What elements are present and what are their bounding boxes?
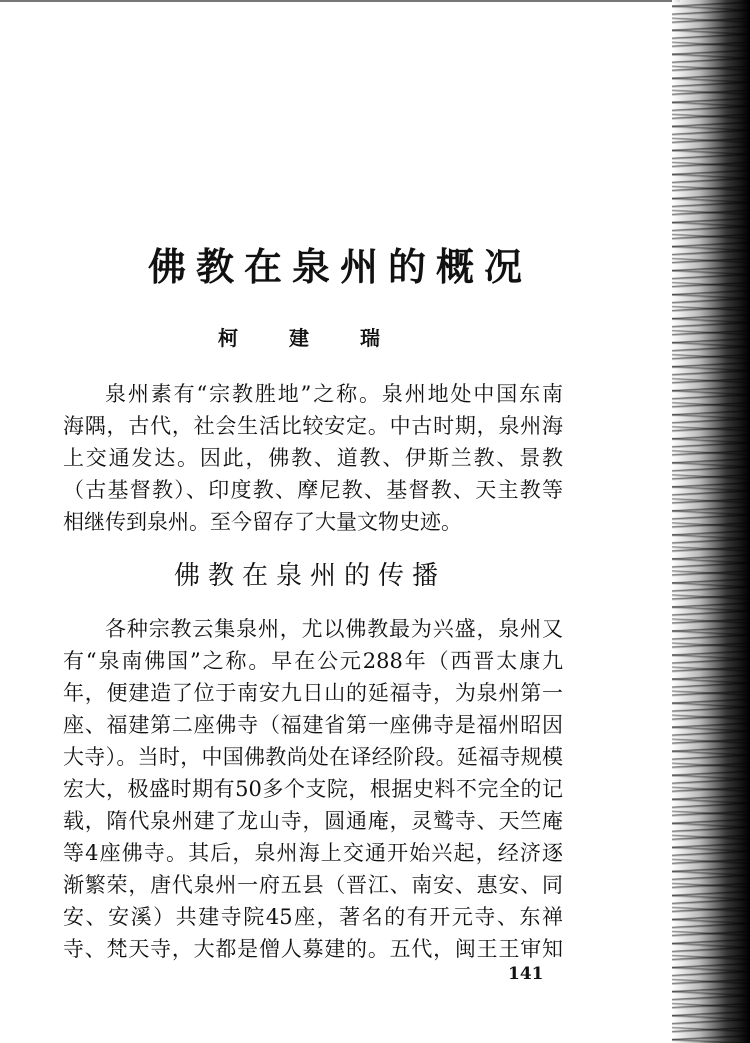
text-line: 大寺）。当时，中国佛教尚处在译经阶段。延福寺规模: [63, 745, 563, 769]
text-line: 安、安溪）共建寺院45座，著名的有开元寺、东禅: [63, 905, 563, 929]
text-line: 相继传到泉州。至今留存了大量文物史迹。: [63, 510, 462, 534]
text-line: 上交通发达。因此，佛教、道教、伊斯兰教、景教: [63, 446, 563, 470]
text-line: （古基督教）、印度教、摩尼教、基督教、天主教等: [63, 478, 563, 502]
text-line: 载，隋代泉州建了龙山寺，圆通庵，灵鹫寺、天竺庵: [63, 809, 563, 833]
text-line: 泉州素有“宗教胜地”之称。泉州地处中国东南: [105, 382, 563, 406]
text-line: 等4座佛寺。其后，泉州海上交通开始兴起，经济逐: [63, 841, 563, 865]
section-paragraph: [63, 613, 563, 965]
text-line: 寺、梵天寺，大都是僧人募建的。五代，闽王王审知: [63, 937, 563, 961]
intro-paragraph: [63, 378, 563, 538]
page-number: 141: [508, 964, 544, 984]
text-line: 座、福建第二座佛寺（福建省第一座佛寺是福州昭因: [63, 713, 563, 737]
article-author: 柯 建 瑞: [218, 326, 402, 350]
text-line: 宏大，极盛时期有50多个支院，根据史料不完全的记: [63, 777, 563, 801]
section-heading: 佛教在泉州的传播: [173, 561, 446, 591]
text-line: 有“泉南佛国”之称。早在公元288年（西晋太康九: [63, 649, 563, 673]
page-top-rule: [0, 0, 680, 2]
text-line: 年，便建造了位于南安九日山的延福寺，为泉州第一: [63, 681, 563, 705]
text-line: 各种宗教云集泉州，尤以佛教最为兴盛，泉州又: [105, 617, 563, 641]
text-line: 海隅，古代，社会生活比较安定。中古时期，泉州海: [63, 414, 563, 438]
text-line: 渐繁荣，唐代泉州一府五县（晋江、南安、惠安、同: [63, 873, 563, 897]
article-title: 佛教在泉州的概况: [147, 244, 532, 289]
scanned-page-edge: [672, 0, 750, 1043]
